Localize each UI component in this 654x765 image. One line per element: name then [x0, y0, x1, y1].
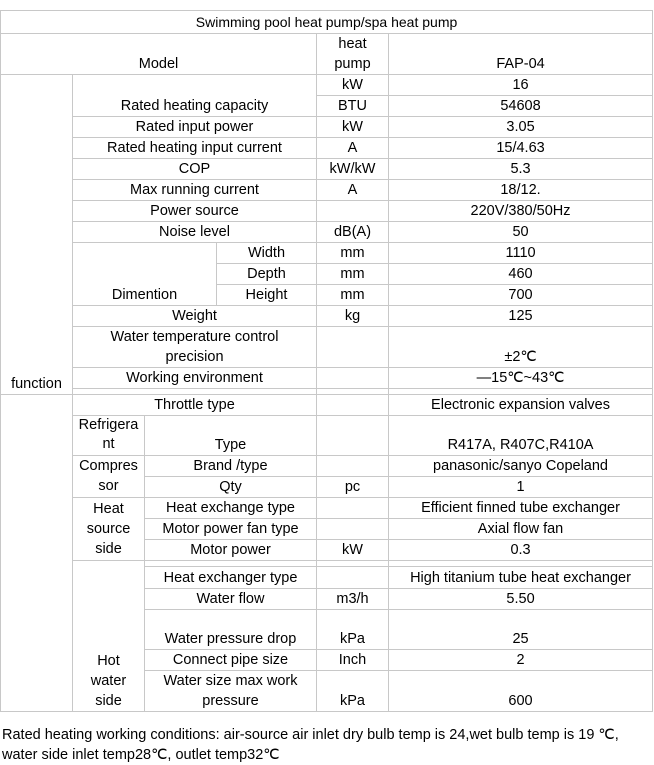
hw-exchanger-label: Heat exchanger type	[145, 567, 317, 589]
environment-unit	[317, 368, 389, 389]
hw-pipe-label: Connect pipe size	[145, 650, 317, 671]
hs-motor-unit: kW	[317, 540, 389, 561]
hw-drop-unit: kPa	[317, 610, 389, 650]
hs-fan-value: Axial flow fan	[389, 519, 653, 540]
hs-motor-value: 0.3	[389, 540, 653, 561]
hw-pressure-label: Water size max work pressure	[145, 671, 317, 712]
hw-pressure-value: 600	[389, 671, 653, 712]
width-label: Width	[217, 243, 317, 264]
throttle-value: Electronic expansion valves	[389, 395, 653, 416]
weight-value: 125	[389, 306, 653, 327]
power-source-unit	[317, 201, 389, 222]
water-temp-unit	[317, 327, 389, 368]
cop-unit: kW/kW	[317, 159, 389, 180]
noise-value: 50	[389, 222, 653, 243]
depth-unit: mm	[317, 264, 389, 285]
max-current-label: Max running current	[73, 180, 317, 201]
hw-flow-unit: m3/h	[317, 589, 389, 610]
hw-exchanger-value: High titanium tube heat exchanger	[389, 567, 653, 589]
model-label: Model	[1, 34, 317, 75]
table-title: Swimming pool heat pump/spa heat pump	[1, 11, 653, 34]
depth-value: 460	[389, 264, 653, 285]
noise-unit: dB(A)	[317, 222, 389, 243]
compressor-qty-label: Qty	[145, 477, 317, 498]
hw-pipe-unit: Inch	[317, 650, 389, 671]
capacity-kw: 16	[389, 75, 653, 96]
height-label: Height	[217, 285, 317, 306]
height-unit: mm	[317, 285, 389, 306]
input-current-value: 15/4.63	[389, 138, 653, 159]
capacity-btu: 54608	[389, 96, 653, 117]
refrigerant-type-unit	[317, 416, 389, 456]
section-blank	[1, 395, 73, 712]
hw-flow-label: Water flow	[145, 589, 317, 610]
dimention-label: Dimention	[73, 243, 217, 306]
compressor-qty-unit: pc	[317, 477, 389, 498]
cop-label: COP	[73, 159, 317, 180]
hw-drop-value: 25	[389, 610, 653, 650]
hw-pressure-unit: kPa	[317, 671, 389, 712]
environment-label: Working environment	[73, 368, 317, 389]
input-current-unit: A	[317, 138, 389, 159]
water-temp-label: Water temperature control precision	[73, 327, 317, 368]
compressor-brand-unit	[317, 456, 389, 477]
input-current-label: Rated heating input current	[73, 138, 317, 159]
throttle-unit	[317, 395, 389, 416]
model-value: FAP-04	[389, 34, 653, 75]
width-value: 1110	[389, 243, 653, 264]
max-current-value: 18/12.	[389, 180, 653, 201]
hs-exchange-unit	[317, 498, 389, 519]
hw-exchanger-unit	[317, 567, 389, 589]
input-power-label: Rated input power	[73, 117, 317, 138]
power-source-label: Power source	[73, 201, 317, 222]
compressor-group: Compres sor	[73, 456, 145, 498]
capacity-unit-kw: kW	[317, 75, 389, 96]
water-temp-value: ±2℃	[389, 327, 653, 368]
capacity-label: Rated heating capacity	[73, 75, 317, 117]
section-function: function	[1, 75, 73, 395]
hs-motor-label: Motor power	[145, 540, 317, 561]
weight-label: Weight	[73, 306, 317, 327]
hs-fan-label: Motor power fan type	[145, 519, 317, 540]
noise-label: Noise level	[73, 222, 317, 243]
environment-value: —15℃~43℃	[389, 368, 653, 389]
weight-unit: kg	[317, 306, 389, 327]
input-power-unit: kW	[317, 117, 389, 138]
hot-water-group: Hot water side	[73, 561, 145, 712]
hs-fan-unit	[317, 519, 389, 540]
spec-table	[0, 10, 653, 712]
hw-pipe-value: 2	[389, 650, 653, 671]
refrigerant-group: Refrigera nt	[73, 416, 145, 456]
hw-flow-value: 5.50	[389, 589, 653, 610]
unit-column-header: heat pump	[317, 34, 389, 75]
rated-conditions-note: Rated heating working conditions: air-source air inlet dry bulb temp is 24,wet bulb temp is 19 ℃, water side inlet temp28℃, outlet temp32℃	[2, 727, 619, 763]
refrigerant-type-value: R417A, R407C,R410A	[389, 416, 653, 456]
height-value: 700	[389, 285, 653, 306]
hw-drop-label: Water pressure drop	[145, 610, 317, 650]
hs-exchange-label: Heat exchange type	[145, 498, 317, 519]
depth-label: Depth	[217, 264, 317, 285]
heat-source-group: Heat source side	[73, 498, 145, 561]
width-unit: mm	[317, 243, 389, 264]
throttle-label: Throttle type	[73, 395, 317, 416]
compressor-qty-value: 1	[389, 477, 653, 498]
input-power-value: 3.05	[389, 117, 653, 138]
compressor-brand-value: panasonic/sanyo Copeland	[389, 456, 653, 477]
power-source-value: 220V/380/50Hz	[389, 201, 653, 222]
hs-exchange-value: Efficient finned tube exchanger	[389, 498, 653, 519]
refrigerant-type-label: Type	[145, 416, 317, 456]
cop-value: 5.3	[389, 159, 653, 180]
max-current-unit: A	[317, 180, 389, 201]
capacity-unit-btu: BTU	[317, 96, 389, 117]
compressor-brand-label: Brand /type	[145, 456, 317, 477]
